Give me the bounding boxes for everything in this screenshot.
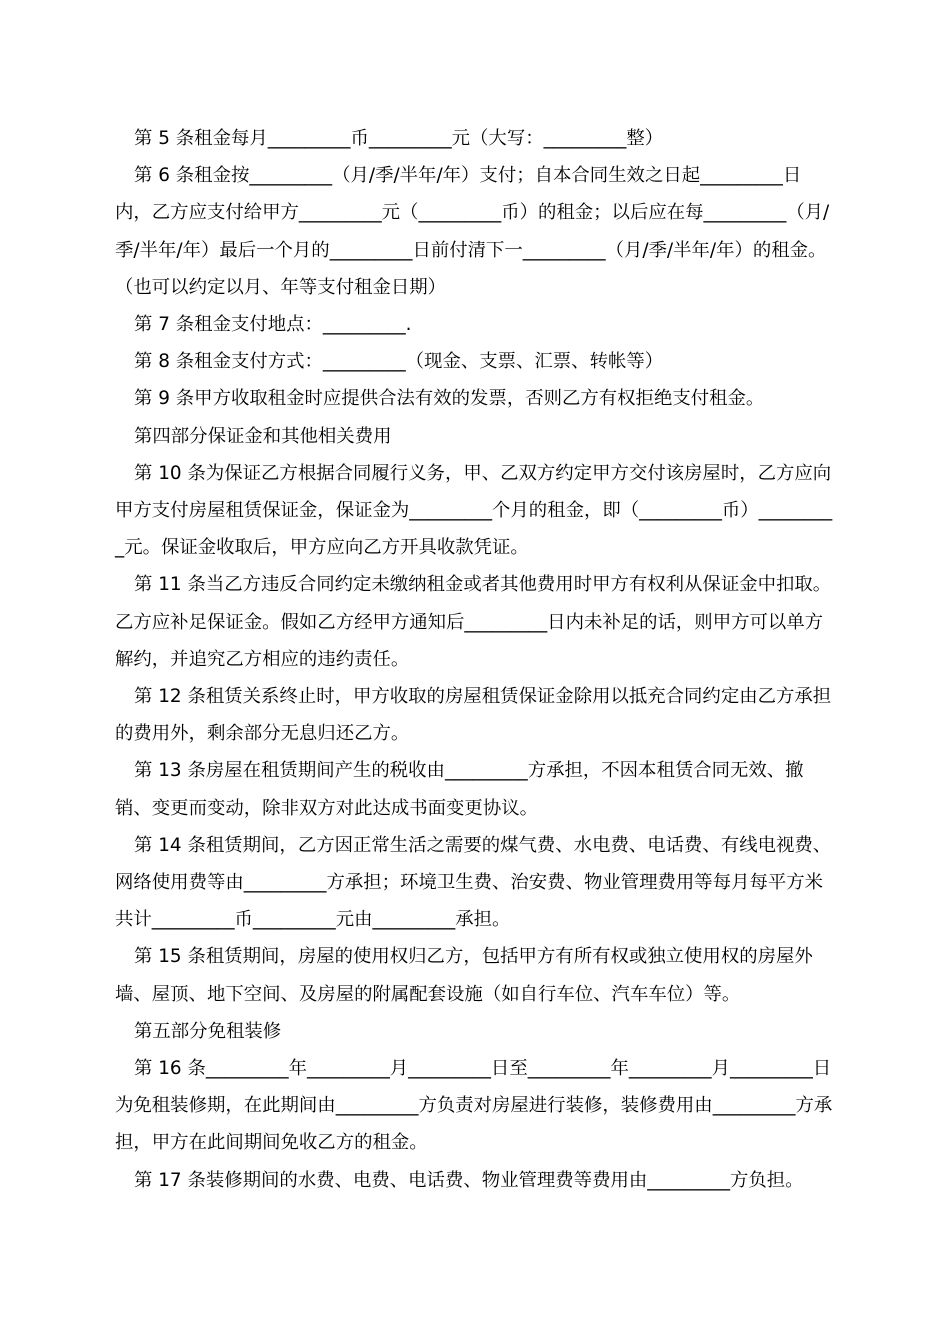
clause-10-deposit: 第 10 条为保证乙方根据合同履行义务，甲、乙双方约定甲方交付该房屋时，乙方应向甲方支付房屋租赁保证金，保证金为_________个月的租金，即（_________币）_________元。保证金收取后，甲方应向乙方开具收款凭证。 <box>115 462 833 559</box>
clause-14-utility-fees: 第 14 条租赁期间，乙方因正常生活之需要的煤气费、水电费、电话费、有线电视费、网络使用费等由_________方承担；环境卫生费、治安费、物业管理费用等每月每平方米共计_________币_________元由_________承担。 <box>115 834 832 931</box>
clause-6-payment-schedule: 第 6 条租金按_________（月/季/半年/年）支付；自本合同生效之日起_________日内，乙方应支付给甲方_________元（_________币）的租金；以后应在每_________（月/季/半年/年）最后一个月的_________日前付清下一_________（月/季/半年/年）的租金。（也可以约定以月、年等支付租金日期） <box>115 165 830 298</box>
clause-13-tax: 第 13 条房屋在租赁期间产生的税收由_________方承担，不因本租赁合同无效、撤销、变更而变动，除非双方对此达成书面变更协议。 <box>115 760 804 819</box>
clause-9-invoice: 第 9 条甲方收取租金时应提供合法有效的发票，否则乙方有权拒绝支付租金。 <box>134 388 765 410</box>
clause-15-use-rights: 第 15 条租赁期间，房屋的使用权归乙方，包括甲方有所有权或独立使用权的房屋外墙、屋顶、地下空间、及房屋的附属配套设施（如自行车位、汽车车位）等。 <box>115 946 813 1005</box>
section-heading-part-5: 第五部分免租装修 <box>134 1020 282 1042</box>
clause-17-renovation-fees: 第 17 条装修期间的水费、电费、电话费、物业管理费等费用由_________方负担。 <box>134 1169 804 1191</box>
clause-16-renovation-period: 第 16 条_________年_________月_________日至_________年_________月_________日为免租装修期，在此期间由_________方负责对房屋进行装修，装修费用由_________方承担，甲方在此间期间免收乙方的租金。 <box>115 1058 833 1154</box>
contract-text <box>115 120 837 1199</box>
section-heading-part-4: 第四部分保证金和其他相关费用 <box>134 425 392 447</box>
clause-8-payment-method: 第 8 条租金支付方式：_________（现金、支票、汇票、转帐等） <box>134 351 664 373</box>
clause-12-deposit-return: 第 12 条租赁关系终止时，甲方收取的房屋租赁保证金除用以抵充合同约定由乙方承担的费用外，剩余部分无息归还乙方。 <box>115 686 832 745</box>
clause-5-rent-amount: 第 5 条租金每月_________币_________元（大写：_________整） <box>134 128 664 149</box>
clause-7-payment-location: 第 7 条租金支付地点：_________. <box>134 314 412 336</box>
clause-11-deposit-deduction: 第 11 条当乙方违反合同约定未缴纳租金或者其他费用时甲方有权利从保证金中扣取。乙方应补足保证金。假如乙方经甲方通知后_________日内未补足的话，则甲方可以单方解约，并追究乙方相应的违约责任。 <box>115 574 832 670</box>
